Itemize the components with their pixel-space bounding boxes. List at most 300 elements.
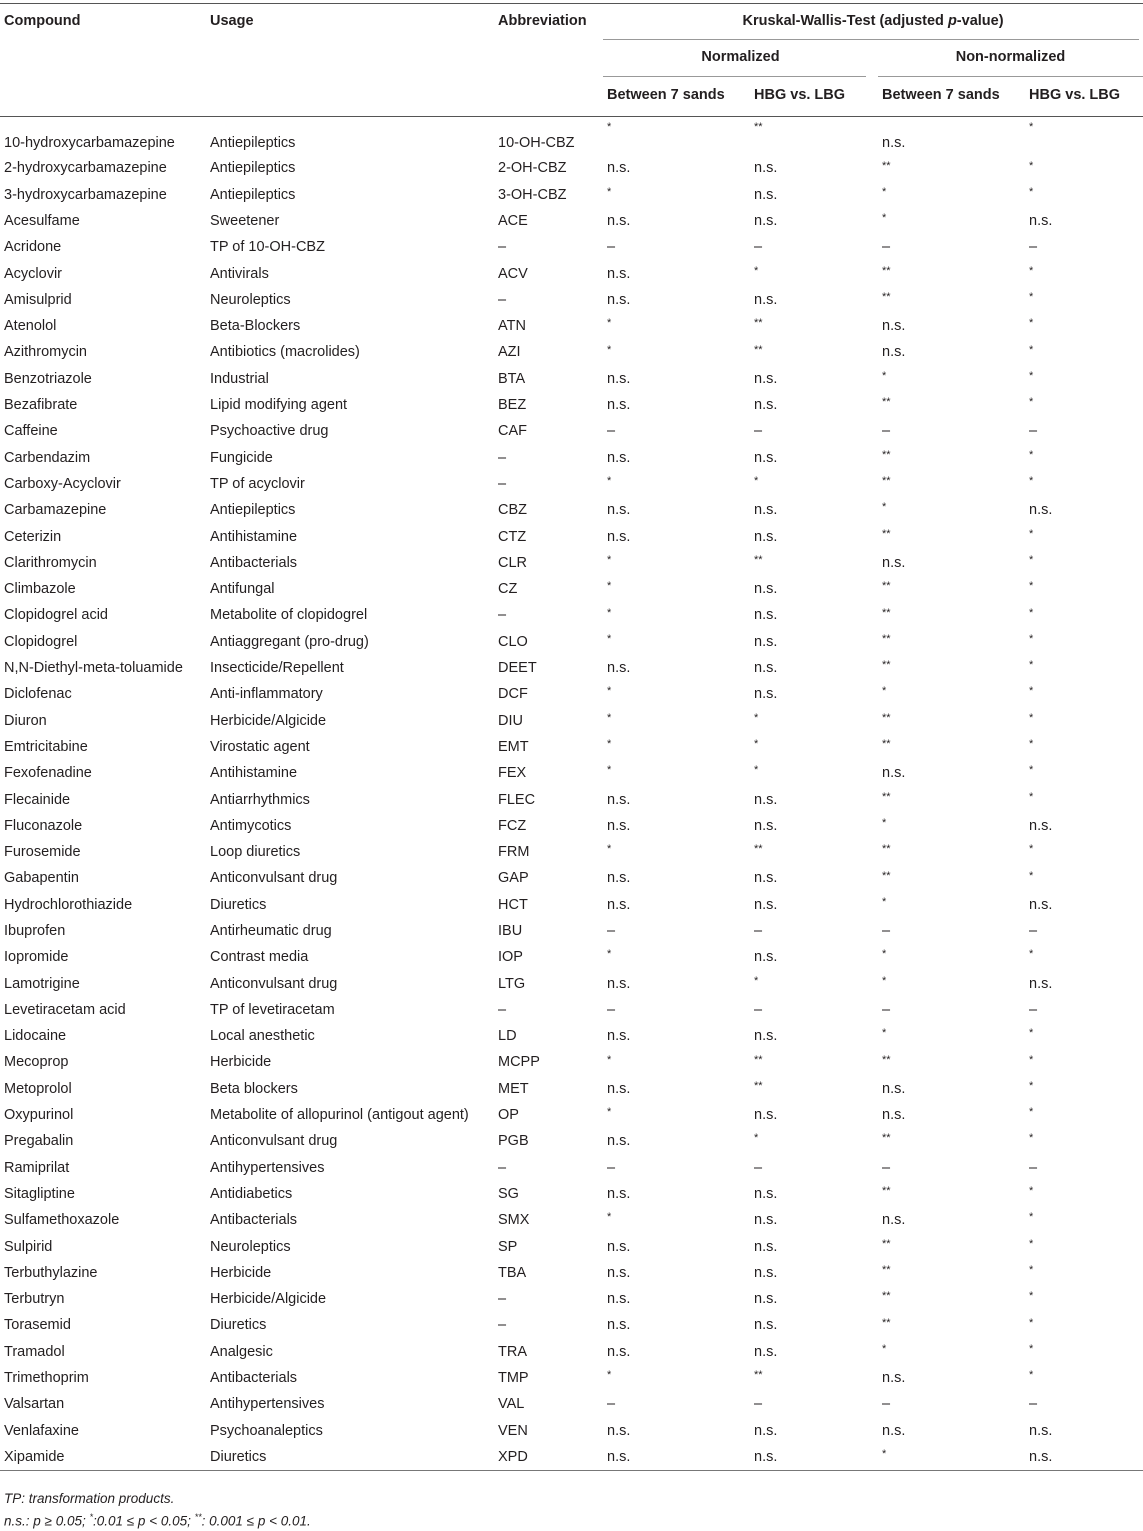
table-row (0, 1391, 1143, 1417)
header-kruskal-suffix: -value) (956, 13, 1004, 29)
cell-nonnorm-between: n.s. (882, 765, 906, 782)
cell-nonnorm-hbg-lbg: * (1029, 343, 1034, 356)
cell-usage: Fungicide (210, 449, 273, 466)
cell-nonnorm-between: ** (882, 632, 891, 645)
cell-nonnorm-hbg-lbg: * (1029, 685, 1034, 698)
cell-norm-between: * (607, 948, 612, 961)
cell-norm-hbg-lbg: ** (754, 1079, 763, 1092)
cell-nonnorm-hbg-lbg: * (1029, 1185, 1034, 1198)
cell-compound: Azithromycin (4, 344, 87, 361)
cell-norm-hbg-lbg: n.s. (754, 160, 778, 177)
table-row (0, 1313, 1143, 1339)
cell-abbreviation: DIU (498, 712, 523, 729)
cell-norm-between: n.s. (607, 1291, 631, 1308)
cell-compound: 10-hydroxycarbamazepine (4, 134, 175, 151)
cell-norm-between: n.s. (607, 212, 631, 229)
cell-compound: Lidocaine (4, 1028, 67, 1045)
footnote-tp: TP: transformation products. (4, 1491, 175, 1506)
cell-nonnorm-hbg-lbg: – (1029, 423, 1038, 440)
cell-norm-between: n.s. (607, 1422, 631, 1439)
cell-norm-hbg-lbg: * (754, 738, 759, 751)
cell-abbreviation: IOP (498, 949, 523, 966)
cell-norm-between: n.s. (607, 791, 631, 808)
cell-nonnorm-hbg-lbg: * (1029, 659, 1034, 672)
cell-abbreviation: SP (498, 1238, 518, 1255)
cell-usage: Antibiotics (macrolides) (210, 344, 360, 361)
cell-norm-hbg-lbg: ** (754, 553, 763, 566)
cell-nonnorm-between: ** (882, 869, 891, 882)
cell-abbreviation: – (498, 1001, 507, 1018)
cell-nonnorm-hbg-lbg: – (1029, 1159, 1038, 1176)
table-row (0, 1050, 1143, 1076)
fn-r1a: :0.01 ≤ (92, 1513, 138, 1529)
cell-compound: Terbutryn (4, 1291, 65, 1308)
cell-abbreviation: MCPP (498, 1054, 540, 1071)
cell-nonnorm-hbg-lbg: * (1029, 1290, 1034, 1303)
cell-norm-between: – (607, 239, 616, 256)
header-kruskal-prefix: Kruskal-Wallis-Test (adjusted (742, 13, 948, 29)
cell-nonnorm-hbg-lbg: * (1029, 1369, 1034, 1382)
cell-nonnorm-hbg-lbg: * (1029, 606, 1034, 619)
cell-usage: Analgesic (210, 1343, 273, 1360)
table-body (0, 117, 1143, 1471)
cell-norm-hbg-lbg: n.s. (754, 370, 778, 387)
cell-norm-between: n.s. (607, 896, 631, 913)
cell-compound: Amisulprid (4, 291, 72, 308)
cell-norm-hbg-lbg: n.s. (754, 1448, 778, 1465)
fn-r2a: : 0.001 ≤ (201, 1513, 258, 1529)
cell-norm-hbg-lbg: n.s. (754, 949, 778, 966)
cell-compound: Diuron (4, 712, 47, 729)
cell-nonnorm-between: – (882, 423, 891, 440)
header-normalized: Normalized (603, 40, 878, 77)
cell-compound: Trimethoprim (4, 1370, 89, 1387)
cell-norm-hbg-lbg: n.s. (754, 1185, 778, 1202)
cell-norm-between: n.s. (607, 1028, 631, 1045)
cell-norm-hbg-lbg: ** (754, 843, 763, 856)
cell-nonnorm-between: ** (882, 264, 891, 277)
cell-compound: Sitagliptine (4, 1185, 75, 1202)
cell-nonnorm-between: – (882, 239, 891, 256)
cell-compound: Clopidogrel acid (4, 607, 108, 624)
cell-abbreviation: XPD (498, 1448, 528, 1465)
cell-norm-hbg-lbg: n.s. (754, 1291, 778, 1308)
table-row (0, 708, 1143, 734)
cell-norm-hbg-lbg: n.s. (754, 397, 778, 414)
cell-compound: Venlafaxine (4, 1422, 79, 1439)
cell-nonnorm-hbg-lbg: * (1029, 1237, 1034, 1250)
cell-norm-between: n.s. (607, 397, 631, 414)
cell-usage: Antibacterials (210, 554, 298, 571)
cell-nonnorm-between: ** (882, 711, 891, 724)
cell-compound: Furosemide (4, 844, 81, 861)
cell-norm-hbg-lbg: ** (754, 1053, 763, 1066)
cell-compound: Acyclovir (4, 265, 63, 282)
header-kruskal-wallis (603, 4, 1143, 40)
cell-usage: TP of 10-OH-CBZ (210, 239, 325, 256)
cell-abbreviation: – (498, 1317, 507, 1334)
header-non-normalized: Non-normalized (878, 40, 1143, 77)
cell-abbreviation: VAL (498, 1396, 525, 1413)
cell-usage: Herbicide (210, 1054, 272, 1071)
cell-norm-hbg-lbg: ** (754, 1369, 763, 1382)
cell-usage: Contrast media (210, 949, 309, 966)
cell-compound: Clarithromycin (4, 554, 97, 571)
cell-norm-hbg-lbg: n.s. (754, 449, 778, 466)
cell-norm-hbg-lbg: n.s. (754, 502, 778, 519)
table-row (0, 760, 1143, 786)
table-row (0, 1076, 1143, 1102)
cell-nonnorm-hbg-lbg: * (1029, 790, 1034, 803)
header-compound: Compound (4, 13, 81, 29)
cell-norm-hbg-lbg: – (754, 423, 763, 440)
cell-abbreviation: LTG (498, 975, 526, 992)
cell-abbreviation: VEN (498, 1422, 528, 1439)
cell-abbreviation: TRA (498, 1343, 527, 1360)
cell-nonnorm-hbg-lbg: * (1029, 764, 1034, 777)
cell-usage: Diuretics (210, 1448, 267, 1465)
cell-norm-hbg-lbg: n.s. (754, 791, 778, 808)
cell-nonnorm-between: n.s. (882, 344, 906, 361)
cell-abbreviation: CTZ (498, 528, 527, 545)
cell-nonnorm-hbg-lbg: n.s. (1029, 1448, 1053, 1465)
cell-nonnorm-between: ** (882, 396, 891, 409)
cell-norm-hbg-lbg: n.s. (754, 660, 778, 677)
cell-nonnorm-hbg-lbg: * (1029, 948, 1034, 961)
cell-abbreviation: ACE (498, 212, 528, 229)
cell-usage: TP of levetiracetam (210, 1001, 335, 1018)
cell-norm-hbg-lbg: n.s. (754, 186, 778, 203)
cell-usage: Psychoanaleptics (210, 1422, 323, 1439)
cell-abbreviation: EMT (498, 738, 529, 755)
table-row (0, 340, 1143, 366)
cell-usage: Antiaggregant (pro-drug) (210, 633, 369, 650)
table-row (0, 366, 1143, 392)
cell-nonnorm-hbg-lbg: – (1029, 1396, 1038, 1413)
cell-abbreviation: BEZ (498, 397, 527, 414)
cell-norm-between: n.s. (607, 660, 631, 677)
cell-abbreviation: CLO (498, 633, 528, 650)
cell-norm-hbg-lbg: * (754, 711, 759, 724)
cell-abbreviation: BTA (498, 370, 526, 387)
table-row (0, 156, 1143, 182)
cell-compound: Climbazole (4, 581, 76, 598)
cell-usage: Antibacterials (210, 1212, 298, 1229)
table-row (0, 261, 1143, 287)
cell-norm-between: – (607, 1159, 616, 1176)
cell-norm-between: n.s. (607, 1080, 631, 1097)
cell-usage: Herbicide (210, 1264, 272, 1281)
cell-nonnorm-between: ** (882, 606, 891, 619)
cell-nonnorm-hbg-lbg: * (1029, 475, 1034, 488)
fn-p2: p (137, 1513, 146, 1529)
cell-nonnorm-between: ** (882, 1237, 891, 1250)
cell-nonnorm-hbg-lbg: * (1029, 317, 1034, 330)
cell-usage: Loop diuretics (210, 844, 301, 861)
cell-compound: Terbuthylazine (4, 1264, 98, 1281)
cell-norm-hbg-lbg: n.s. (754, 1028, 778, 1045)
cell-nonnorm-between: ** (882, 738, 891, 751)
table-row (0, 1128, 1143, 1154)
fn-ns: n.s.: (4, 1513, 34, 1529)
cell-norm-between: n.s. (607, 1264, 631, 1281)
cell-usage: Antihistamine (210, 528, 298, 545)
cell-nonnorm-between: * (882, 1027, 887, 1040)
cell-nonnorm-between: ** (882, 448, 891, 461)
cell-usage: Herbicide/Algicide (210, 712, 327, 729)
table-row (0, 1102, 1143, 1128)
cell-abbreviation: MET (498, 1080, 529, 1097)
cell-compound: Diclofenac (4, 686, 72, 703)
cell-compound: Iopromide (4, 949, 69, 966)
cell-norm-hbg-lbg: ** (754, 121, 763, 133)
cell-norm-hbg-lbg: n.s. (754, 291, 778, 308)
fn-p3: p (257, 1513, 266, 1529)
cell-compound: Sulpirid (4, 1238, 53, 1255)
cell-usage: Diuretics (210, 896, 267, 913)
table-row (0, 1260, 1143, 1286)
cell-norm-hbg-lbg: n.s. (754, 528, 778, 545)
cell-norm-hbg-lbg: – (754, 1159, 763, 1176)
cell-norm-between: * (607, 185, 612, 198)
cell-norm-hbg-lbg: ** (754, 317, 763, 330)
cell-usage: Beta-Blockers (210, 318, 301, 335)
cell-abbreviation: AZI (498, 344, 521, 361)
table-row (0, 497, 1143, 523)
table-row (0, 734, 1143, 760)
cell-abbreviation: ATN (498, 318, 526, 335)
cell-nonnorm-hbg-lbg: * (1029, 121, 1034, 133)
cell-norm-between: * (607, 711, 612, 724)
cell-usage: Virostatic agent (210, 738, 310, 755)
cell-compound: Xipamide (4, 1448, 65, 1465)
cell-abbreviation: TMP (498, 1370, 529, 1387)
cell-compound: Flecainide (4, 791, 71, 808)
fn-r2b: < 0.01. (265, 1513, 311, 1529)
cell-nonnorm-hbg-lbg: * (1029, 869, 1034, 882)
cell-norm-hbg-lbg: * (754, 1132, 759, 1145)
cell-nonnorm-between: * (882, 948, 887, 961)
cell-nonnorm-hbg-lbg: * (1029, 1053, 1034, 1066)
cell-nonnorm-hbg-lbg: * (1029, 369, 1034, 382)
cell-abbreviation: SG (498, 1185, 519, 1202)
cell-usage: Local anesthetic (210, 1028, 315, 1045)
cell-compound: Metoprolol (4, 1080, 72, 1097)
cell-norm-between: n.s. (607, 449, 631, 466)
cell-norm-hbg-lbg: * (754, 764, 759, 777)
cell-compound: Acridone (4, 239, 62, 256)
table-row (0, 445, 1143, 471)
table-row (0, 918, 1143, 944)
cell-usage: Antifungal (210, 581, 275, 598)
cell-compound: Lamotrigine (4, 975, 80, 992)
cell-nonnorm-hbg-lbg: n.s. (1029, 817, 1053, 834)
cell-norm-between: n.s. (607, 1317, 631, 1334)
table-row (0, 1023, 1143, 1049)
cell-nonnorm-between: n.s. (882, 318, 906, 335)
cell-abbreviation: 3-OH-CBZ (498, 186, 567, 203)
cell-norm-between: – (607, 1001, 616, 1018)
cell-usage: TP of acyclovir (210, 475, 305, 492)
cell-nonnorm-between: n.s. (882, 1107, 906, 1124)
header-norm-hbg-lbg: HBG vs. LBG (754, 86, 846, 103)
cell-norm-hbg-lbg: – (754, 1001, 763, 1018)
cell-norm-hbg-lbg: * (754, 974, 759, 987)
cell-norm-hbg-lbg: n.s. (754, 1422, 778, 1439)
cell-nonnorm-hbg-lbg: * (1029, 1316, 1034, 1329)
cell-abbreviation: 10-OH-CBZ (498, 134, 575, 151)
cell-nonnorm-between: n.s. (882, 554, 906, 571)
cell-nonnorm-hbg-lbg: * (1029, 843, 1034, 856)
cell-norm-between: n.s. (607, 975, 631, 992)
cell-norm-between: * (607, 1211, 612, 1224)
table-row (0, 1339, 1143, 1365)
cell-nonnorm-between: ** (882, 1263, 891, 1276)
cell-nonnorm-between: ** (882, 580, 891, 593)
cell-norm-between: n.s. (607, 817, 631, 834)
cell-norm-hbg-lbg: n.s. (754, 870, 778, 887)
cell-compound: Emtricitabine (4, 738, 88, 755)
table-header (0, 4, 1143, 117)
header-kruskal-p: p (947, 13, 957, 29)
table-row (0, 1365, 1143, 1391)
cell-nonnorm-hbg-lbg: * (1029, 1079, 1034, 1092)
cell-abbreviation: – (498, 607, 507, 624)
cell-usage: Antiepileptics (210, 186, 296, 203)
cell-usage: Antiepileptics (210, 134, 296, 151)
cell-compound: Atenolol (4, 318, 57, 335)
cell-nonnorm-hbg-lbg: * (1029, 1132, 1034, 1145)
cell-abbreviation: CBZ (498, 502, 527, 519)
cell-norm-hbg-lbg: ** (754, 343, 763, 356)
table-row (0, 1181, 1143, 1207)
table-row (0, 524, 1143, 550)
cell-usage: Sweetener (210, 212, 280, 229)
cell-abbreviation: – (498, 449, 507, 466)
cell-nonnorm-between: * (882, 685, 887, 698)
cell-usage: Antihypertensives (210, 1396, 325, 1413)
header-abbreviation: Abbreviation (498, 13, 587, 29)
table-row (0, 471, 1143, 497)
cell-compound: Benzotriazole (4, 370, 92, 387)
cell-norm-hbg-lbg: – (754, 239, 763, 256)
cell-usage: Industrial (210, 370, 269, 387)
cell-norm-between: * (607, 1106, 612, 1119)
cell-norm-between: n.s. (607, 291, 631, 308)
cell-norm-between: n.s. (607, 1343, 631, 1360)
cell-norm-between: n.s. (607, 370, 631, 387)
cell-usage: Metabolite of clopidogrel (210, 607, 368, 624)
cell-compound: Levetiracetam acid (4, 1001, 126, 1018)
fn-ge: ≥ 0.05; (40, 1513, 90, 1529)
cell-abbreviation: TBA (498, 1264, 527, 1281)
cell-nonnorm-hbg-lbg: – (1029, 923, 1038, 939)
cell-nonnorm-between: n.s. (882, 1080, 906, 1097)
cell-nonnorm-hbg-lbg: * (1029, 264, 1034, 277)
cell-norm-hbg-lbg: n.s. (754, 1238, 778, 1255)
cell-compound: Clopidogrel (4, 633, 78, 650)
table-row (0, 944, 1143, 970)
cell-usage: Antiarrhythmics (210, 791, 310, 808)
cell-nonnorm-hbg-lbg: * (1029, 1211, 1034, 1224)
cell-compound: Carbamazepine (4, 502, 107, 519)
table-row (0, 550, 1143, 576)
cell-nonnorm-between: ** (882, 527, 891, 540)
cell-usage: Anticonvulsant drug (210, 975, 338, 992)
cell-nonnorm-hbg-lbg: – (1029, 1001, 1038, 1018)
cell-compound: Bezafibrate (4, 397, 78, 414)
cell-nonnorm-hbg-lbg: * (1029, 159, 1034, 172)
cell-usage: Anti-inflammatory (210, 686, 323, 703)
header-nonnorm-hbg-lbg: HBG vs. LBG (1029, 86, 1121, 103)
cell-usage: Antivirals (210, 265, 269, 282)
cell-nonnorm-hbg-lbg: * (1029, 290, 1034, 303)
cell-nonnorm-hbg-lbg: * (1029, 1342, 1034, 1355)
cell-nonnorm-between: ** (882, 790, 891, 803)
cell-norm-hbg-lbg: n.s. (754, 607, 778, 624)
cell-abbreviation: GAP (498, 870, 529, 887)
cell-nonnorm-between: – (882, 1159, 891, 1176)
cell-nonnorm-between: * (882, 501, 887, 514)
table-row (0, 655, 1143, 681)
cell-nonnorm-between: – (882, 923, 891, 939)
table-row (0, 1155, 1143, 1181)
cell-nonnorm-between: n.s. (882, 134, 906, 151)
table-row (0, 997, 1143, 1023)
table-row (0, 866, 1143, 892)
cell-abbreviation: HCT (498, 896, 528, 913)
table-row (0, 813, 1143, 839)
cell-norm-between: n.s. (607, 160, 631, 177)
cell-abbreviation: 2-OH-CBZ (498, 160, 567, 177)
cell-compound: Oxypurinol (4, 1107, 74, 1124)
cell-compound: Fluconazole (4, 817, 83, 834)
cell-compound: Hydrochlorothiazide (4, 896, 133, 913)
cell-usage: Antiepileptics (210, 502, 296, 519)
cell-norm-between: n.s. (607, 528, 631, 545)
cell-abbreviation: – (498, 475, 507, 492)
cell-usage: Beta blockers (210, 1080, 298, 1097)
cell-nonnorm-hbg-lbg: * (1029, 448, 1034, 461)
table-row (0, 313, 1143, 339)
cell-abbreviation: – (498, 291, 507, 308)
cell-usage: Antirheumatic drug (210, 923, 332, 939)
cell-nonnorm-between: ** (882, 290, 891, 303)
cell-compound: Carboxy-Acyclovir (4, 475, 121, 492)
cell-compound: Ceterizin (4, 528, 62, 545)
cell-norm-hbg-lbg: n.s. (754, 633, 778, 650)
cell-abbreviation: – (498, 1291, 507, 1308)
cell-norm-between: * (607, 738, 612, 751)
cell-norm-hbg-lbg: n.s. (754, 581, 778, 598)
cell-abbreviation: PGB (498, 1133, 529, 1150)
cell-nonnorm-hbg-lbg: – (1029, 239, 1038, 256)
cell-norm-between: * (607, 764, 612, 777)
cell-usage: Anticonvulsant drug (210, 1133, 338, 1150)
cell-usage: Antimycotics (210, 817, 292, 834)
cell-nonnorm-hbg-lbg: * (1029, 1106, 1034, 1119)
cell-usage: Neuroleptics (210, 291, 291, 308)
cell-nonnorm-between: ** (882, 1053, 891, 1066)
cell-nonnorm-between: ** (882, 1316, 891, 1329)
cell-norm-hbg-lbg: n.s. (754, 1107, 778, 1124)
cell-nonnorm-between: ** (882, 159, 891, 172)
cell-norm-hbg-lbg: – (754, 1396, 763, 1413)
fn-r1b: < 0.05; (145, 1513, 195, 1529)
cell-norm-hbg-lbg: * (754, 264, 759, 277)
cell-usage: Antihypertensives (210, 1159, 325, 1176)
cell-abbreviation: FCZ (498, 817, 527, 834)
